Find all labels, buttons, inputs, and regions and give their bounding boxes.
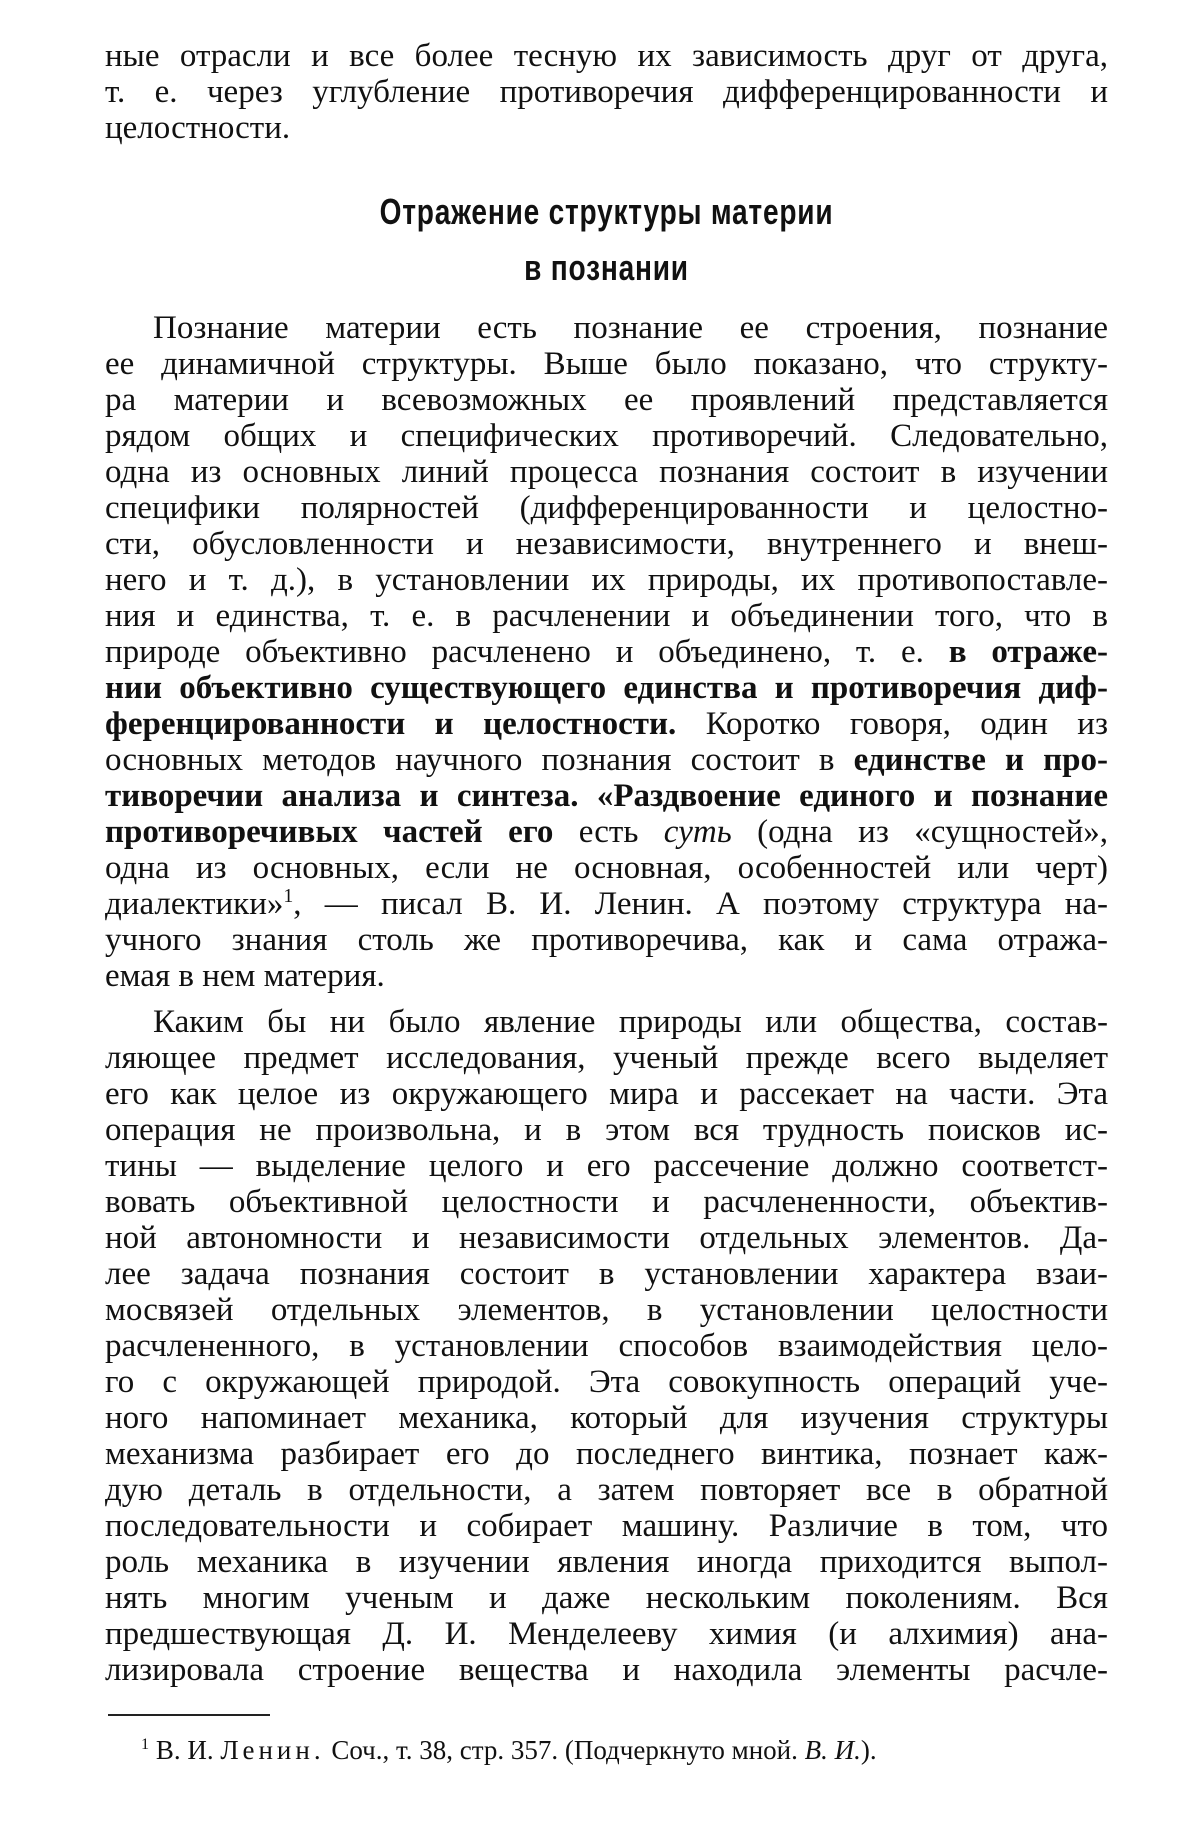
text-line [105, 814, 1108, 850]
text-line: учного знания столь же противоречива, как и сама отража- [105, 922, 1108, 958]
text-line: тины — выделение целого и его рассечение должно соответст- [105, 1148, 1108, 1184]
emphasis-text: противоречивых частей его [105, 814, 554, 850]
text-line: специфики полярностей (дифференцированности и целостно- [105, 490, 1108, 526]
text-run: природе объективно расчленено и объединено, т. е. [105, 634, 949, 670]
text-line [105, 706, 1108, 742]
emphasis-text: единстве и про- [853, 742, 1108, 778]
text-line: предшествующая Д. И. Менделееву химия (и алхимия) ана- [105, 1616, 1108, 1652]
text-line: сти, обусловленности и независимости, внутреннего и внеш- [105, 526, 1108, 562]
text-line [105, 634, 1108, 670]
footnote [105, 1734, 1108, 1766]
text-line [105, 670, 1108, 706]
text-line: целостности. [105, 110, 291, 146]
footnote-marker: 1 [283, 886, 294, 907]
text-line: вовать объективной целостности и расчлененности, объектив- [105, 1184, 1108, 1220]
text-line: мосвязей отдельных элементов, в установлении целостности [105, 1292, 1108, 1328]
section-heading-line-2: в познании [524, 247, 689, 288]
emphasis-text: тиворечии анализа и синтеза. «Раздвоение единого и познание [105, 778, 1108, 814]
footnote-text: В. И. [149, 1735, 221, 1765]
text-line: емая в нем материя. [105, 958, 385, 994]
text-line: ляющее предмет исследования, ученый прежде всего выделяет [105, 1040, 1108, 1076]
text-line: нять многим ученым и даже нескольким поколениям. Вся [105, 1580, 1108, 1616]
emphasis-text: нии объективно существующего единства и противоречия диф- [105, 670, 1108, 706]
top-paragraph-continuation [105, 38, 1108, 146]
text-line: него и т. д.), в установлении их природы, их противопоставле- [105, 562, 1108, 598]
text-line: ного напоминает механика, который для изучения структуры [105, 1400, 1108, 1436]
text-run: диалектики» [105, 886, 284, 922]
text-line: лее задача познания состоит в установлении характера взаи- [105, 1256, 1108, 1292]
paragraph-2 [105, 1004, 1108, 1688]
text-line [105, 778, 1108, 814]
text-line [105, 742, 1108, 778]
paragraph-gap [105, 994, 1108, 1004]
text-line: расчлененного, в установлении способов взаимодействия цело- [105, 1328, 1108, 1364]
footnote-text: Соч., т. 38, стр. 357. (Подчеркнуто мной. [324, 1735, 805, 1765]
text-run: есть [553, 814, 664, 850]
text-run: основных методов научного познания состоит в [105, 742, 854, 778]
text-line: одна из основных линий процесса познания состоит в изучении [105, 454, 1108, 490]
text-line: т. е. через углубление противоречия дифференцированности и [105, 74, 1108, 110]
text-line: ния и единства, т. е. в расчленении и объединении того, что в [105, 598, 1108, 634]
text-line: последовательности и собирает машину. Различие в том, что [105, 1508, 1108, 1544]
text-line: лизировала строение вещества и находила элементы расчле- [105, 1652, 1108, 1688]
emphasis-text: ференцированности и целостности. [105, 706, 677, 742]
footnote-number: 1 [141, 1735, 150, 1753]
text-line: го с окружающей природой. Эта совокупность операций уче- [105, 1364, 1108, 1400]
text-line: роль механика в изучении явления иногда приходится выпол- [105, 1544, 1108, 1580]
text-line: ра материи и всевозможных ее проявлений представляется [105, 382, 1108, 418]
emphasis-text: в отраже- [948, 634, 1108, 670]
paragraph-1 [105, 310, 1108, 994]
text-line: механизма разбирает его до последнего винтика, познает каж- [105, 1436, 1108, 1472]
footnote-initials: В. И. [804, 1735, 861, 1765]
text-line: ее динамичной структуры. Выше было показано, что структу- [105, 346, 1108, 382]
text-line: Каким бы ни было явление природы или общества, состав- [153, 1004, 1108, 1040]
section-heading-line-1: Отражение структуры материи [379, 191, 834, 232]
text-line: одна из основных, если не основная, особенностей или черт) [105, 850, 1108, 886]
text-run: , — писал В. И. Ленин. А поэтому структура на- [293, 886, 1108, 922]
footnote-text: ). [860, 1735, 877, 1765]
text-line [105, 886, 1108, 922]
text-line: его как целое из окружающего мира и рассекает на части. Эта [105, 1076, 1108, 1112]
text-run: Коротко говоря, один из [676, 706, 1108, 742]
footnote-divider [108, 1714, 270, 1716]
text-line: дую деталь в отдельности, а затем повторяет все в обратной [105, 1472, 1108, 1508]
text-line: операция не произвольна, и в этом вся трудность поисков ис- [105, 1112, 1108, 1148]
text-line: ной автономности и независимости отдельных элементов. Да- [105, 1220, 1108, 1256]
text-run: (одна из «сущностей», [731, 814, 1108, 850]
text-line: рядом общих и специфических противоречий. Следовательно, [105, 418, 1108, 454]
italic-text: суть [663, 814, 732, 850]
text-line: Познание материи есть познание ее строения, познание [153, 310, 1108, 346]
text-line: ные отрасли и все более тесную их зависимость друг от друга, [105, 38, 1108, 74]
footnote-author: Ленин. [220, 1735, 325, 1765]
